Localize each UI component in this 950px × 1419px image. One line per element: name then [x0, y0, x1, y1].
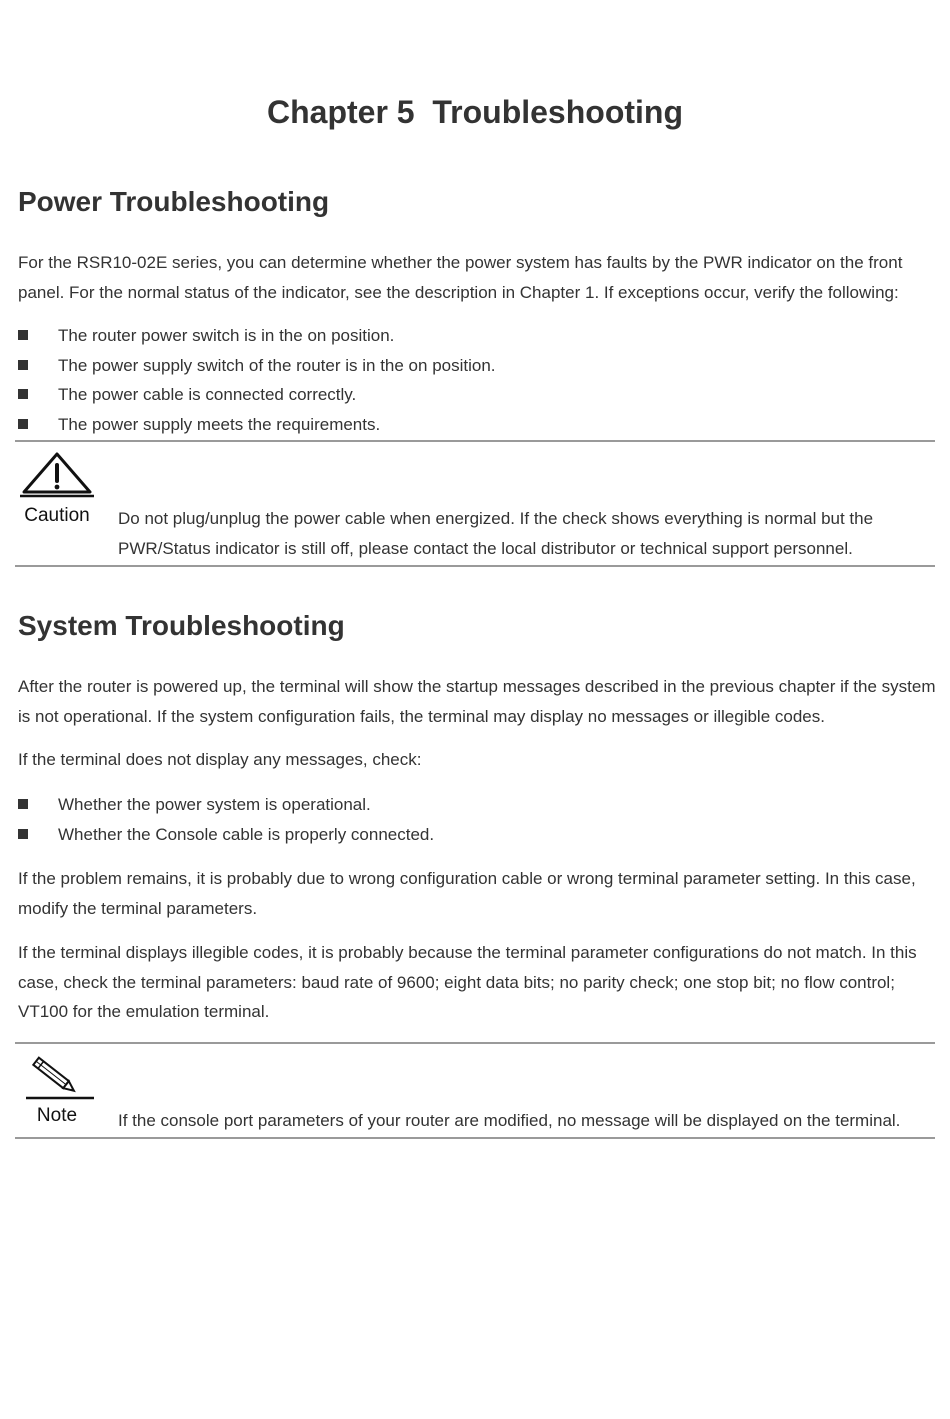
list-item — [18, 410, 918, 440]
list-item-text: The router power switch is in the on position. — [58, 326, 395, 345]
caution-label: Caution — [24, 505, 90, 526]
system-intro-paragraph: After the router is powered up, the terminal will show the startup messages described in the previous chapter if the system is not operational. If the system configuration fails, the terminal may display no messages or illegible codes. — [18, 677, 936, 726]
bullet-square-icon — [18, 799, 28, 809]
list-item-text: Whether the power system is operational. — [58, 795, 371, 814]
caution-icon-block — [18, 450, 96, 527]
power-section-heading: Power Troubleshooting — [18, 186, 330, 217]
list-item-text: The power cable is connected correctly. — [58, 385, 357, 404]
power-check-list — [18, 321, 918, 439]
bullet-square-icon — [18, 330, 28, 340]
list-item — [18, 321, 918, 351]
note-top-rule — [15, 1042, 935, 1044]
bullet-square-icon — [18, 419, 28, 429]
caution-bottom-rule — [15, 565, 935, 567]
note-bottom-rule — [15, 1137, 935, 1139]
list-item — [18, 351, 918, 381]
list-item-text: The power supply switch of the router is in the on position. — [58, 355, 496, 375]
list-item-text: The power supply meets the requirements. — [58, 414, 381, 434]
bullet-square-icon — [18, 829, 28, 839]
list-item — [18, 790, 918, 820]
list-item — [18, 820, 918, 850]
note-label: Note — [36, 1105, 78, 1126]
list-item — [18, 380, 918, 410]
bullet-square-icon — [18, 389, 28, 399]
warning-triangle-icon — [18, 450, 96, 500]
note-icon-block — [18, 1052, 96, 1127]
caution-top-rule — [15, 440, 935, 442]
system-section-heading: System Troubleshooting — [18, 610, 345, 641]
list-item-text: Whether the Console cable is properly connected. — [58, 824, 435, 844]
pencil-icon — [18, 1052, 96, 1100]
power-intro-paragraph: For the RSR10-02E series, you can determine whether the power system has faults by the PWR indicator on the front panel. For the normal status of the indicator, see the description in Chapter 1. If exceptions occur, verify the following: — [18, 253, 903, 302]
problem-remains-paragraph: If the problem remains, it is probably due to wrong configuration cable or wrong terminal parameter setting. In this case, modify the terminal parameters. — [18, 869, 916, 918]
caution-text: Do not plug/unplug the power cable when energized. If the check shows everything is normal but the PWR/Status indicator is still off, please contact the local distributor or technical support personnel. — [118, 509, 874, 558]
note-text: If the console port parameters of your router are modified, no message will be displayed on the terminal. — [118, 1111, 901, 1130]
system-check-list — [18, 790, 918, 849]
chapter-title: Chapter 5 Troubleshooting — [266, 94, 683, 130]
illegible-codes-paragraph: If the terminal displays illegible codes, it is probably because the terminal parameter configurations do not match. In this case, check the terminal parameters: baud rate of 9600; eight data bits; no parity check; one stop bit; no flow control; VT100 for the emulation terminal. — [18, 943, 917, 1021]
bullet-square-icon — [18, 360, 28, 370]
no-message-lead-paragraph: If the terminal does not display any messages, check: — [18, 750, 422, 769]
